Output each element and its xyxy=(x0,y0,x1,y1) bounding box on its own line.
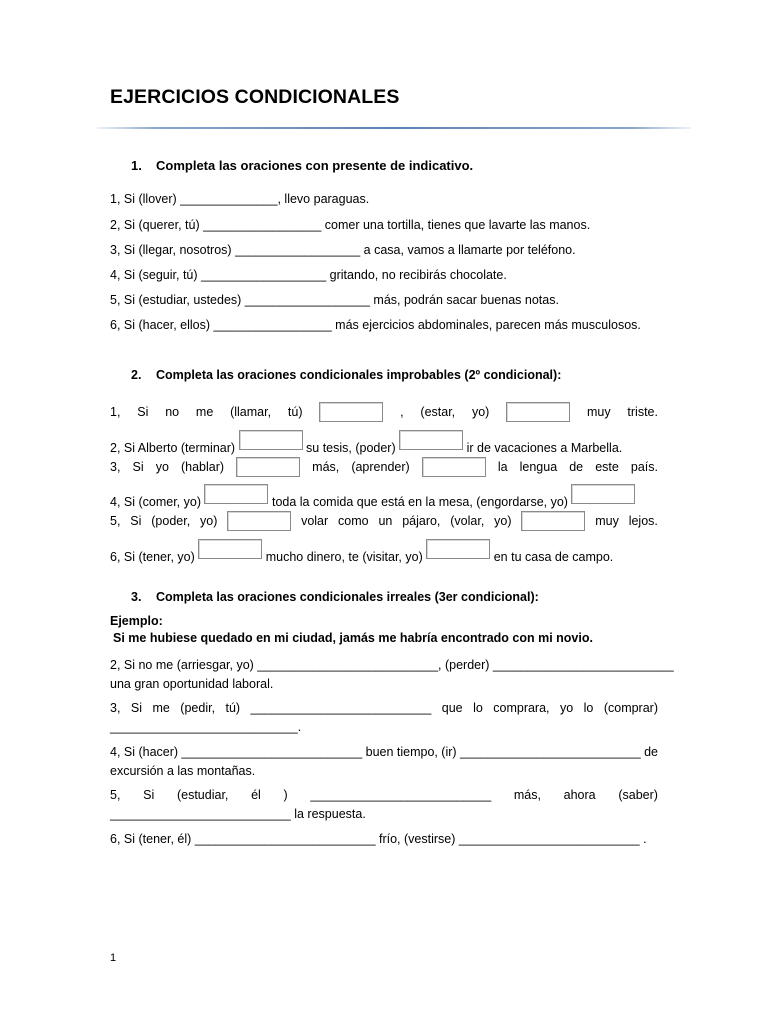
s2-answer-box-6b[interactable] xyxy=(426,539,490,559)
s3-word: que xyxy=(441,701,463,715)
s2-word: (aprender) xyxy=(351,460,410,474)
s2-word: (llamar, xyxy=(230,405,272,419)
s2-answer-box-5a[interactable] xyxy=(227,511,291,531)
s2-text: ir de vacaciones a Marbella. xyxy=(466,441,623,455)
s1-blank-5[interactable]: __________________ xyxy=(244,293,370,307)
s1-sentence-4-start: 4, Si (seguir, tú) xyxy=(110,268,202,282)
s3-blank[interactable]: __________________________ xyxy=(492,658,674,672)
s2-answer-box-2a[interactable] xyxy=(239,430,303,450)
s2-answer-box-4b[interactable] xyxy=(571,484,635,504)
s1-sentence-1 xyxy=(110,191,658,207)
s1-sentence-5-end: más, podrán sacar buenas notas. xyxy=(369,293,559,307)
s3-blank[interactable]: __________________________ xyxy=(110,807,291,821)
s1-sentence-6-end: más ejercicios abdominales, parecen más musculosos. xyxy=(331,318,641,332)
s2-word: este xyxy=(595,460,619,474)
section-2-title: Completa las oraciones condicionales improbables (2º condicional): xyxy=(156,368,562,382)
s3-word: (saber) xyxy=(618,788,658,802)
s2-sentence-1 xyxy=(110,402,658,422)
s2-word: tú) xyxy=(287,405,303,419)
s3-word: comprara, xyxy=(493,701,550,715)
s1-sentence-1-start: 1, Si (llover) xyxy=(110,192,181,206)
s2-sentence-5 xyxy=(110,511,658,531)
s3-text: 4, Si (hacer) xyxy=(110,745,179,759)
s2-word: (estar, xyxy=(420,405,456,419)
s3-blank[interactable]: __________________________ xyxy=(257,658,439,672)
s3-text: 2, Si no me (arriesgar, yo) xyxy=(110,658,258,672)
section-3-number: 3. xyxy=(131,590,142,604)
section-2-number: 2. xyxy=(131,368,142,382)
s2-answer-box-1a[interactable] xyxy=(319,402,383,422)
s3-blank[interactable]: __________________________ xyxy=(459,745,641,759)
s2-word: yo) xyxy=(471,405,490,419)
s1-blank-4[interactable]: __________________ xyxy=(201,268,327,282)
s3-word: (comprar) xyxy=(603,701,658,715)
s2-sentence-2 xyxy=(110,430,658,456)
s3-word: Si xyxy=(143,788,155,802)
s3-word: 3, xyxy=(110,701,121,715)
s2-word: como xyxy=(338,514,369,528)
s3-word: lo xyxy=(583,701,594,715)
s2-word: un xyxy=(378,514,393,528)
s3-word: ) xyxy=(283,788,288,802)
s2-word: lejos. xyxy=(628,514,658,528)
s2-word: 1, xyxy=(110,405,121,419)
s2-text: su tesis, (poder) xyxy=(306,441,396,455)
page-number: 1 xyxy=(110,952,117,964)
section-3-title: Completa las oraciones condicionales irreales (3er condicional): xyxy=(156,590,539,604)
section-3-heading xyxy=(110,590,539,604)
s2-word: triste. xyxy=(627,405,658,419)
s3-text: la respuesta. xyxy=(290,807,366,821)
s1-blank-6[interactable]: _________________ xyxy=(213,318,332,332)
s1-sentence-5-start: 5, Si (estudiar, ustedes) xyxy=(110,293,245,307)
s1-sentence-6 xyxy=(110,317,658,333)
s3-text: 6, Si (tener, él) xyxy=(110,832,195,846)
s3-text: buen tiempo, xyxy=(365,745,438,759)
s3-text: . xyxy=(639,832,647,846)
s2-word: muy xyxy=(586,405,611,419)
document-title: EJERCICIOS CONDICIONALES xyxy=(110,86,400,108)
s2-text: en tu casa de campo. xyxy=(493,550,614,564)
s2-word: Si xyxy=(130,514,142,528)
s3-word: él xyxy=(251,788,261,802)
s2-answer-box-4a[interactable] xyxy=(204,484,268,504)
s2-word: Si xyxy=(132,460,144,474)
s3-word: yo xyxy=(559,701,574,715)
example-sentence: Si me hubiese quedado en mi ciudad, jamás me habría encontrado con mi novio. xyxy=(113,631,593,645)
s2-word: me xyxy=(195,405,214,419)
s2-word: lengua xyxy=(519,460,558,474)
s3-blank[interactable]: __________________________ xyxy=(194,832,376,846)
title-underline xyxy=(97,127,691,129)
s2-word: yo) xyxy=(200,514,218,528)
s1-sentence-4 xyxy=(110,267,658,283)
s3-text: , (perder) xyxy=(438,658,493,672)
s3-blank[interactable]: __________________________ xyxy=(310,788,492,802)
s3-blank[interactable]: __________________________ xyxy=(458,832,640,846)
s2-word: Si xyxy=(137,405,149,419)
s1-blank-2[interactable]: _________________ xyxy=(203,218,322,232)
s2-word: de xyxy=(569,460,584,474)
s3-word: (estudiar, xyxy=(176,788,229,802)
s3-word: más, xyxy=(513,788,541,802)
s2-text: 4, Si (comer, yo) xyxy=(110,495,201,509)
s3-word: 5, xyxy=(110,788,121,802)
s2-answer-box-3a[interactable] xyxy=(236,457,300,477)
section-1-heading xyxy=(110,158,473,173)
s2-sentence-3 xyxy=(110,457,658,477)
s3-blank[interactable]: __________________________ xyxy=(250,701,432,715)
s2-answer-box-2b[interactable] xyxy=(399,430,463,450)
s3-text: frío, (vestirse) xyxy=(375,832,459,846)
s3-sentence-2-cont: una gran oportunidad laboral. xyxy=(110,677,274,691)
s2-word: , xyxy=(400,405,404,419)
s1-sentence-3-start: 3, Si (llegar, nosotros) xyxy=(110,243,236,257)
section-1-title: Completa las oraciones con presente de indicativo. xyxy=(156,158,474,173)
s2-text: 2, Si Alberto (terminar) xyxy=(110,441,236,455)
section-1-number: 1. xyxy=(131,158,142,173)
s2-word: volar xyxy=(301,514,329,528)
s1-sentence-2-start: 2, Si (querer, tú) xyxy=(110,218,204,232)
s2-text: 6, Si (tener, yo) xyxy=(110,550,195,564)
s3-word: Si xyxy=(130,701,143,715)
s2-word: yo xyxy=(155,460,169,474)
s2-text: toda la comida que está en la mesa, (engordarse, yo) xyxy=(271,495,568,509)
s2-word: 3, xyxy=(110,460,121,474)
s1-sentence-1-end: , llevo paraguas. xyxy=(277,192,370,206)
s3-sentence-6 xyxy=(110,831,658,847)
s3-word: tú) xyxy=(225,701,241,715)
s3-word: (pedir, xyxy=(180,701,216,715)
s3-text: (ir) xyxy=(441,745,457,759)
s2-answer-box-3b[interactable] xyxy=(422,457,486,477)
s2-word: pájaro, xyxy=(402,514,441,528)
s2-word: (hablar) xyxy=(180,460,225,474)
s3-sentence-3 xyxy=(110,700,658,716)
s3-blank[interactable]: __________________________ xyxy=(181,745,363,759)
section-2-heading xyxy=(110,368,561,382)
s2-word: más, xyxy=(312,460,340,474)
s2-answer-box-6a[interactable] xyxy=(198,539,262,559)
s1-sentence-2 xyxy=(110,217,658,233)
s3-text: de xyxy=(644,745,658,759)
s2-word: (poder, xyxy=(151,514,191,528)
s2-word: (volar, xyxy=(450,514,485,528)
s3-sentence-4-cont: excursión a las montañas. xyxy=(110,764,256,778)
s2-sentence-4 xyxy=(110,484,658,510)
s3-sentence-4 xyxy=(110,744,658,760)
s3-sentence-5-cont xyxy=(110,806,658,822)
s3-word: lo xyxy=(473,701,483,715)
s3-word: ahora xyxy=(563,788,596,802)
s2-word: la xyxy=(497,460,508,474)
s2-text: mucho dinero, te (visitar, yo) xyxy=(265,550,423,564)
s2-answer-box-1b[interactable] xyxy=(506,402,570,422)
s2-word: país. xyxy=(630,460,658,474)
s1-sentence-5 xyxy=(110,292,658,308)
s1-sentence-6-start: 6, Si (hacer, ellos) xyxy=(110,318,214,332)
s1-blank-1[interactable]: ______________ xyxy=(180,192,278,206)
s1-sentence-3-end: a casa, vamos a llamarte por teléfono. xyxy=(360,243,576,257)
s2-word: muy xyxy=(595,514,619,528)
s1-sentence-3 xyxy=(110,242,658,258)
s3-sentence-5 xyxy=(110,787,658,803)
s2-sentence-6 xyxy=(110,539,658,565)
example-label: Ejemplo: xyxy=(110,614,163,628)
s2-answer-box-5b[interactable] xyxy=(521,511,585,531)
s1-blank-3[interactable]: __________________ xyxy=(235,243,361,257)
s2-word: no xyxy=(165,405,180,419)
s1-sentence-2-end: comer una tortilla, tienes que lavarte las manos. xyxy=(321,218,591,232)
s3-word: me xyxy=(152,701,170,715)
s1-sentence-4-end: gritando, no recibirás chocolate. xyxy=(326,268,507,282)
s3-sentence-2 xyxy=(110,657,674,673)
s2-word: 5, xyxy=(110,514,121,528)
s3-sentence-3-cont[interactable]: ___________________________. xyxy=(110,720,302,734)
s2-word: yo) xyxy=(494,514,512,528)
